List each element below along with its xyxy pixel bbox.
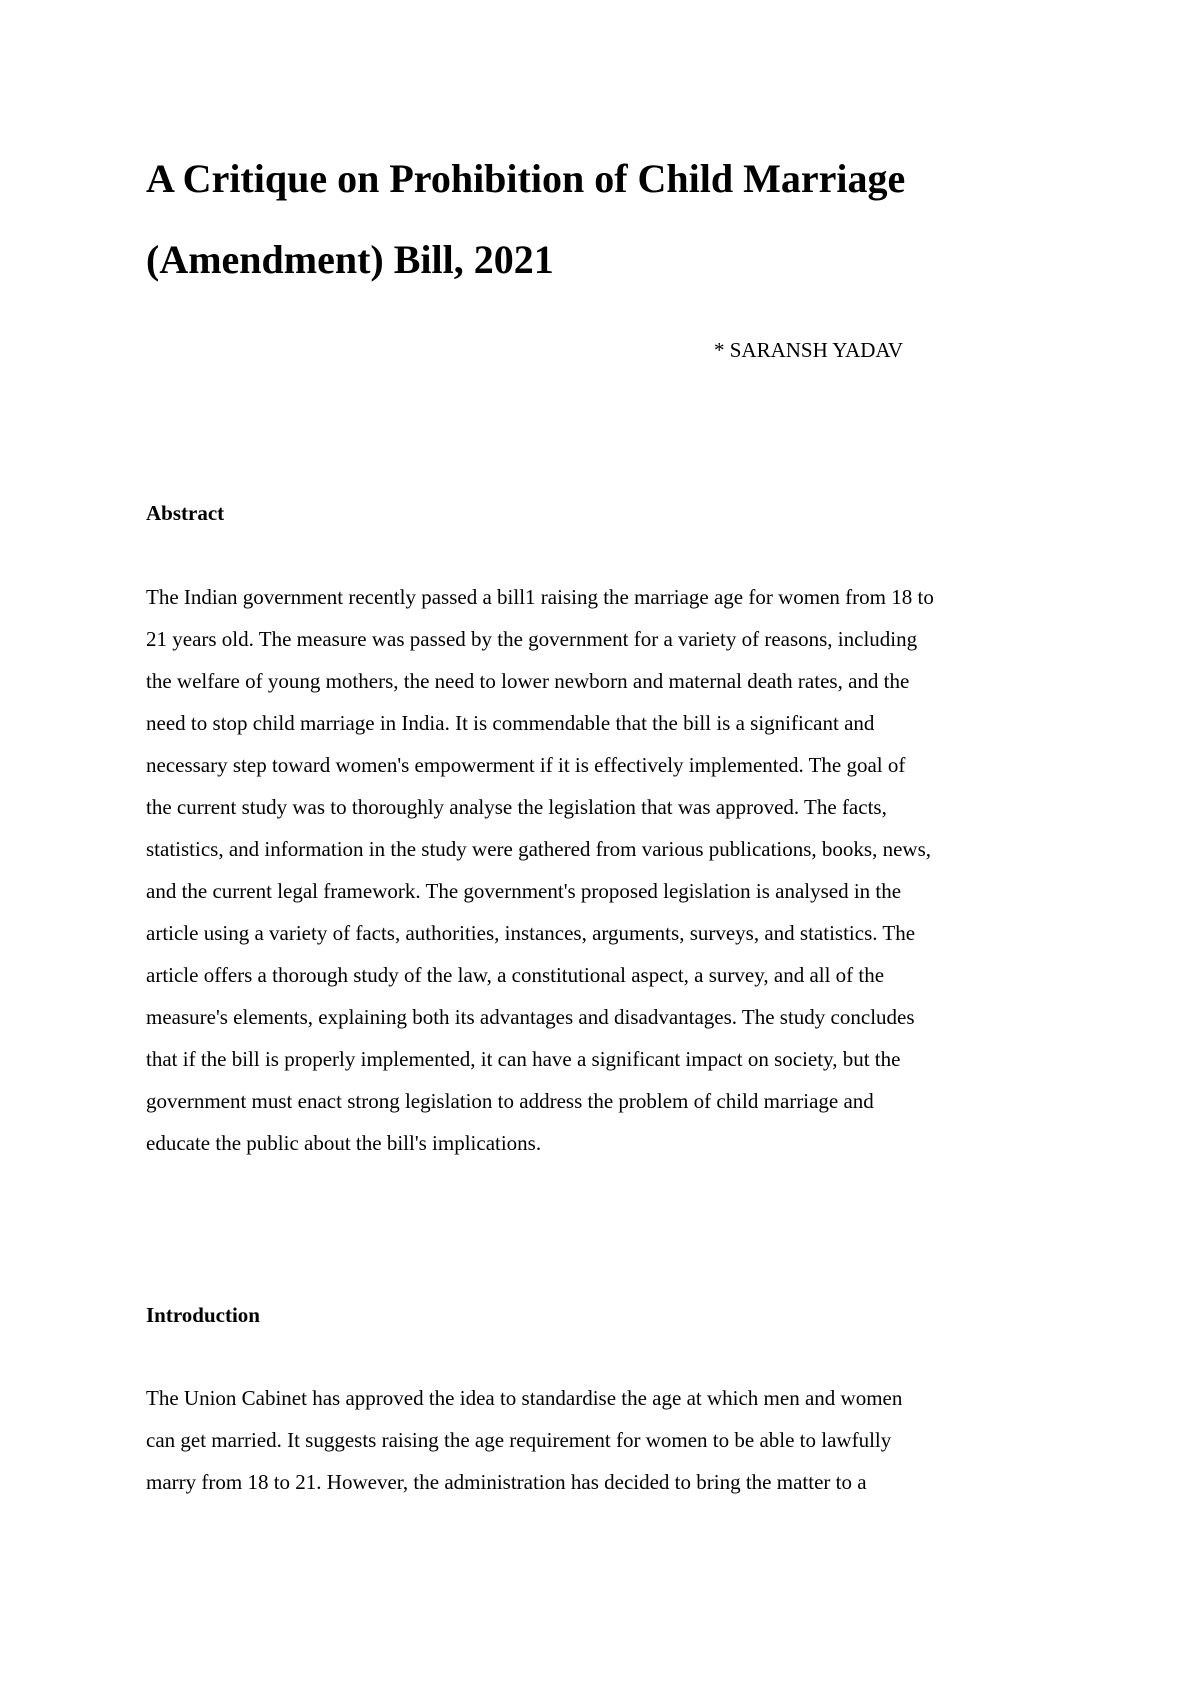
abstract-line: statistics, and information in the study were gathered from various publications, books, news,	[146, 837, 932, 861]
abstract-line: that if the bill is properly implemented, it can have a significant impact on society, but the	[146, 1047, 901, 1071]
abstract-heading: Abstract	[146, 501, 225, 525]
abstract-paragraph	[146, 576, 1076, 1164]
abstract-line: government must enact strong legislation to address the problem of child marriage and	[146, 1089, 874, 1113]
abstract-line: and the current legal framework. The government's proposed legislation is analysed in the	[146, 879, 902, 903]
introduction-line: can get married. It suggests raising the age requirement for women to be able to lawfully	[146, 1428, 892, 1452]
paper-title-line-1: A Critique on Prohibition of Child Marriage	[146, 156, 906, 201]
abstract-line: measure's elements, explaining both its advantages and disadvantages. The study concludes	[146, 1005, 915, 1029]
introduction-paragraph	[146, 1377, 1076, 1503]
introduction-line: marry from 18 to 21. However, the administration has decided to bring the matter to a	[146, 1470, 867, 1494]
abstract-line: article using a variety of facts, authorities, instances, arguments, surveys, and statistics. The	[146, 921, 916, 945]
paper-title-line-2: (Amendment) Bill, 2021	[146, 237, 554, 282]
abstract-line: article offers a thorough study of the law, a constitutional aspect, a survey, and all of the	[146, 963, 885, 987]
abstract-line: The Indian government recently passed a bill1 raising the marriage age for women from 18 to	[146, 585, 934, 609]
abstract-line: necessary step toward women's empowerment if it is effectively implemented. The goal of	[146, 753, 906, 777]
paper-title	[146, 138, 1066, 300]
abstract-line: 21 years old. The measure was passed by the government for a variety of reasons, including	[146, 627, 918, 651]
abstract-line: the welfare of young mothers, the need to lower newborn and maternal death rates, and the	[146, 669, 910, 693]
abstract-line: the current study was to thoroughly analyse the legislation that was approved. The facts,	[146, 795, 887, 819]
abstract-line: need to stop child marriage in India. It is commendable that the bill is a significant and	[146, 711, 875, 735]
introduction-heading: Introduction	[146, 1303, 260, 1327]
abstract-line: educate the public about the bill's implications.	[146, 1131, 542, 1155]
introduction-line: The Union Cabinet has approved the idea to standardise the age at which men and women	[146, 1386, 903, 1410]
author-name: * SARANSH YADAV	[714, 338, 904, 362]
